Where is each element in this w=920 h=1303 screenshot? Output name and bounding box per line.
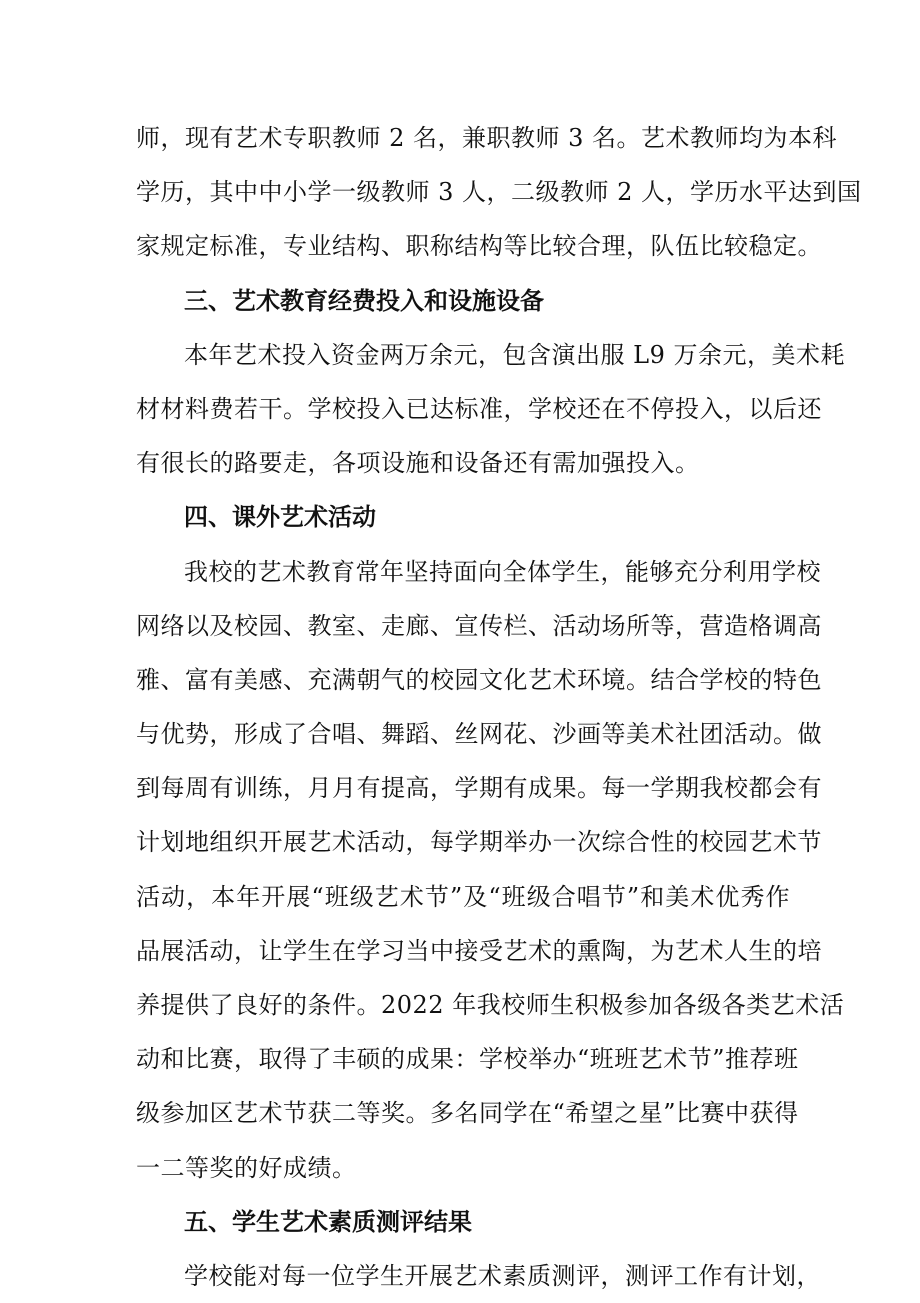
body-line: 到每周有训练，月月有提高，学期有成果。每一学期我校都会有 [136, 774, 822, 803]
body-line: 网络以及校园、教室、走廊、宣传栏、活动场所等，营造格调高 [136, 611, 822, 640]
section-heading-3: 三、艺术教育经费投入和设施设备 [184, 286, 544, 315]
document-page [136, 111, 862, 1303]
body-line: 一二等奖的好成绩。 [136, 1153, 357, 1182]
body-line: 材材料费若干。学校投入已达标准，学校还在不停投入，以后还 [136, 394, 822, 423]
body-line: 雅、富有美感、充满朝气的校园文化艺术环境。结合学校的特色 [136, 665, 822, 694]
body-line: 家规定标准，专业结构、职称结构等比较合理，队伍比较稳定。 [136, 232, 822, 261]
body-line: 级参加区艺术节获二等奖。多名同学在“希望之星”比赛中获得 [136, 1099, 799, 1128]
body-line: 活动，本年开展“班级艺术节”及“班级合唱节”和美术优秀作 [136, 882, 790, 911]
body-line: 养提供了良好的条件。2022 年我校师生积极参加各级各类艺术活 [136, 991, 845, 1019]
body-line: 学历，其中中小学一级教师 3 人，二级教师 2 人，学历水平达到国 [136, 178, 862, 207]
body-line: 本年艺术投入资金两万余元，包含演出服 L9 万余元，美术耗 [184, 340, 845, 369]
section-heading-4: 四、课外艺术活动 [184, 503, 376, 532]
body-line: 我校的艺术教育常年坚持面向全体学生，能够充分利用学校 [184, 557, 821, 586]
body-line: 动和比赛，取得了丰硕的成果：学校举办“班班艺术节”推荐班 [136, 1045, 799, 1074]
section-heading-5: 五、学生艺术素质测评结果 [184, 1207, 472, 1236]
body-line: 师，现有艺术专职教师 2 名，兼职教师 3 名。艺术教师均为本科 [136, 124, 838, 152]
body-line: 有很长的路要走，各项设施和设备还有需加强投入。 [136, 449, 700, 478]
body-line: 学校能对每一位学生开展艺术素质测评，测评工作有计划， [184, 1261, 821, 1290]
body-line: 品展活动，让学生在学习当中接受艺术的熏陶，为艺术人生的培 [136, 936, 822, 965]
body-line: 计划地组织开展艺术活动，每学期举办一次综合性的校园艺术节 [136, 828, 822, 857]
body-line: 与优势，形成了合唱、舞蹈、丝网花、沙画等美术社团活动。做 [136, 720, 822, 749]
